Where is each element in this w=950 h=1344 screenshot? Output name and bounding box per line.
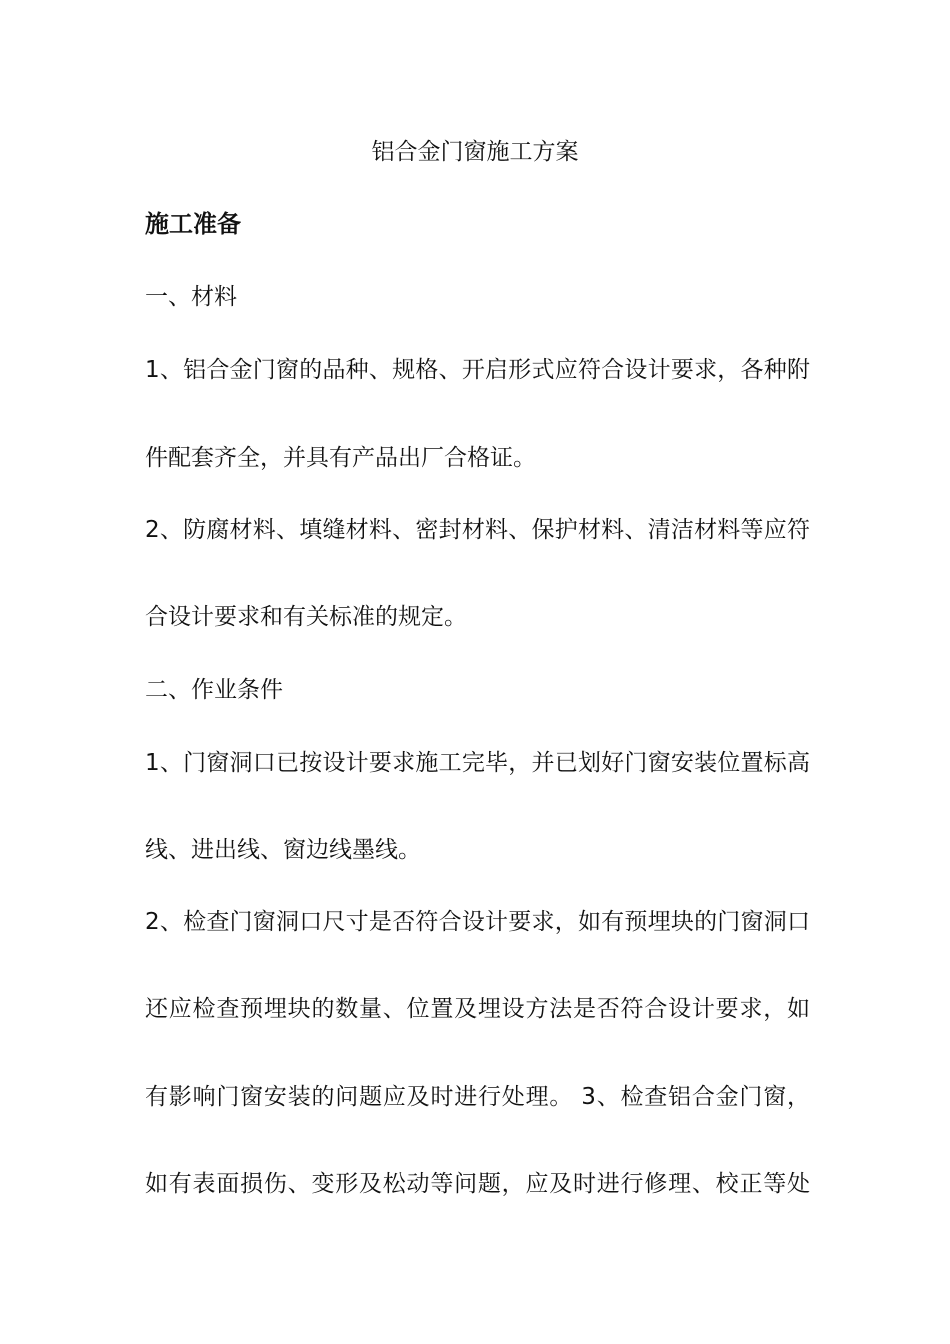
paragraph-line: 如有表面损伤、变形及松动等问题，应及时进行修理、校正等处 — [145, 1171, 810, 1197]
paragraph-line: 1、门窗洞口已按设计要求施工完毕，并已划好门窗安装位置标高 — [145, 750, 810, 776]
paragraph-line: 2、检查门窗洞口尺寸是否符合设计要求，如有预埋块的门窗洞口 — [145, 909, 810, 935]
paragraph-line: 线、进出线、窗边线墨线。 — [145, 837, 421, 863]
section-heading: 施工准备 — [145, 210, 241, 238]
subsection-heading-materials: 一、材料 — [145, 284, 237, 310]
paragraph-line: 2、防腐材料、填缝材料、密封材料、保护材料、清洁材料等应符 — [145, 517, 810, 543]
document-title: 铝合金门窗施工方案 — [371, 139, 579, 165]
subsection-heading-conditions: 二、作业条件 — [145, 677, 283, 703]
paragraph-line: 还应检查预埋块的数量、位置及埋设方法是否符合设计要求，如 — [145, 996, 810, 1022]
paragraph-line: 件配套齐全，并具有产品出厂合格证。 — [145, 445, 536, 471]
paragraph-line: 1、铝合金门窗的品种、规格、开启形式应符合设计要求，各种附 — [145, 357, 810, 383]
paragraph-line: 合设计要求和有关标准的规定。 — [145, 604, 467, 630]
paragraph-line: 有影响门窗安装的问题应及时进行处理。 3、检查铝合金门窗， — [145, 1084, 810, 1110]
